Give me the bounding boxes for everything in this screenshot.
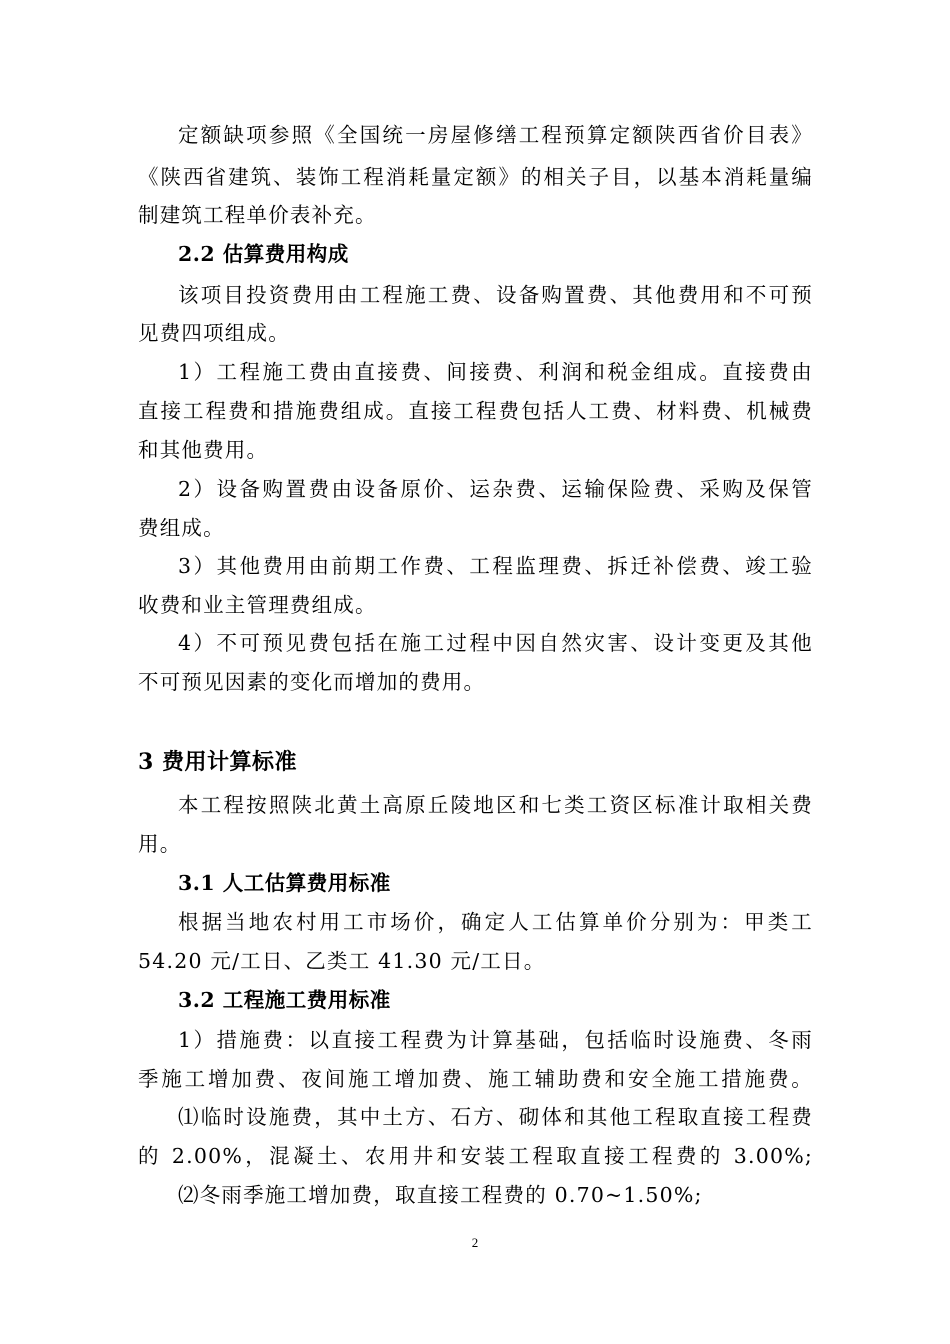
paragraph-line: 54.20 元/工日、乙类工 41.30 元/工日。 xyxy=(138,949,546,973)
list-item-line: 的 2.00%，混凝土、农用井和安装工程取直接工程费的 3.00%; xyxy=(138,1144,813,1168)
paragraph-line: 制建筑工程单价表补充。 xyxy=(138,203,377,227)
paragraph-line: 用。 xyxy=(138,832,182,856)
list-item-line: 2）设备购置费由设备原价、运杂费、运输保险费、采购及保管 xyxy=(178,477,813,501)
section-heading-3-1: 3.1 人工估算费用标准 xyxy=(178,871,391,895)
section-heading-3-2: 3.2 工程施工费用标准 xyxy=(178,988,391,1012)
list-item-line: ⑵冬雨季施工增加费，取直接工程费的 0.70~1.50%; xyxy=(178,1183,703,1207)
list-item-line: ⑴临时设施费，其中土方、石方、砌体和其他工程取直接工程费 xyxy=(178,1105,813,1129)
paragraph-line: 该项目投资费用由工程施工费、设备购置费、其他费用和不可预 xyxy=(178,283,813,307)
section-heading-2-2: 2.2 估算费用构成 xyxy=(178,242,349,266)
list-item-line: 收费和业主管理费组成。 xyxy=(138,593,377,617)
list-item-line: 4）不可预见费包括在施工过程中因自然灾害、设计变更及其他 xyxy=(178,631,813,655)
list-item-line: 不可预见因素的变化而增加的费用。 xyxy=(138,670,486,694)
paragraph-line: 定额缺项参照《全国统一房屋修缮工程预算定额陕西省价目表》 xyxy=(178,123,813,147)
paragraph-line: 《陕西省建筑、装饰工程消耗量定额》的相关子目，以基本消耗量编 xyxy=(138,165,813,189)
list-item-line: 1）工程施工费由直接费、间接费、利润和税金组成。直接费由 xyxy=(178,360,813,384)
list-item-line: 费组成。 xyxy=(138,516,225,540)
paragraph-line: 本工程按照陕北黄土高原丘陵地区和七类工资区标准计取相关费 xyxy=(178,793,813,817)
list-item-line: 直接工程费和措施费组成。直接工程费包括人工费、材料费、机械费 xyxy=(138,399,813,423)
list-item-line: 3）其他费用由前期工作费、工程监理费、拆迁补偿费、竣工验 xyxy=(178,554,813,578)
paragraph-line: 见费四项组成。 xyxy=(138,321,290,345)
list-item-line: 季施工增加费、夜间施工增加费、施工辅助费和安全施工措施费。 xyxy=(138,1067,813,1091)
section-heading-3: 3 费用计算标准 xyxy=(138,749,297,775)
list-item-line: 和其他费用。 xyxy=(138,438,269,462)
page-number: 2 xyxy=(471,1235,479,1250)
list-item-line: 1）措施费：以直接工程费为计算基础，包括临时设施费、冬雨 xyxy=(178,1028,813,1052)
paragraph-line: 根据当地农村用工市场价，确定人工估算单价分别为：甲类工 xyxy=(178,910,813,934)
